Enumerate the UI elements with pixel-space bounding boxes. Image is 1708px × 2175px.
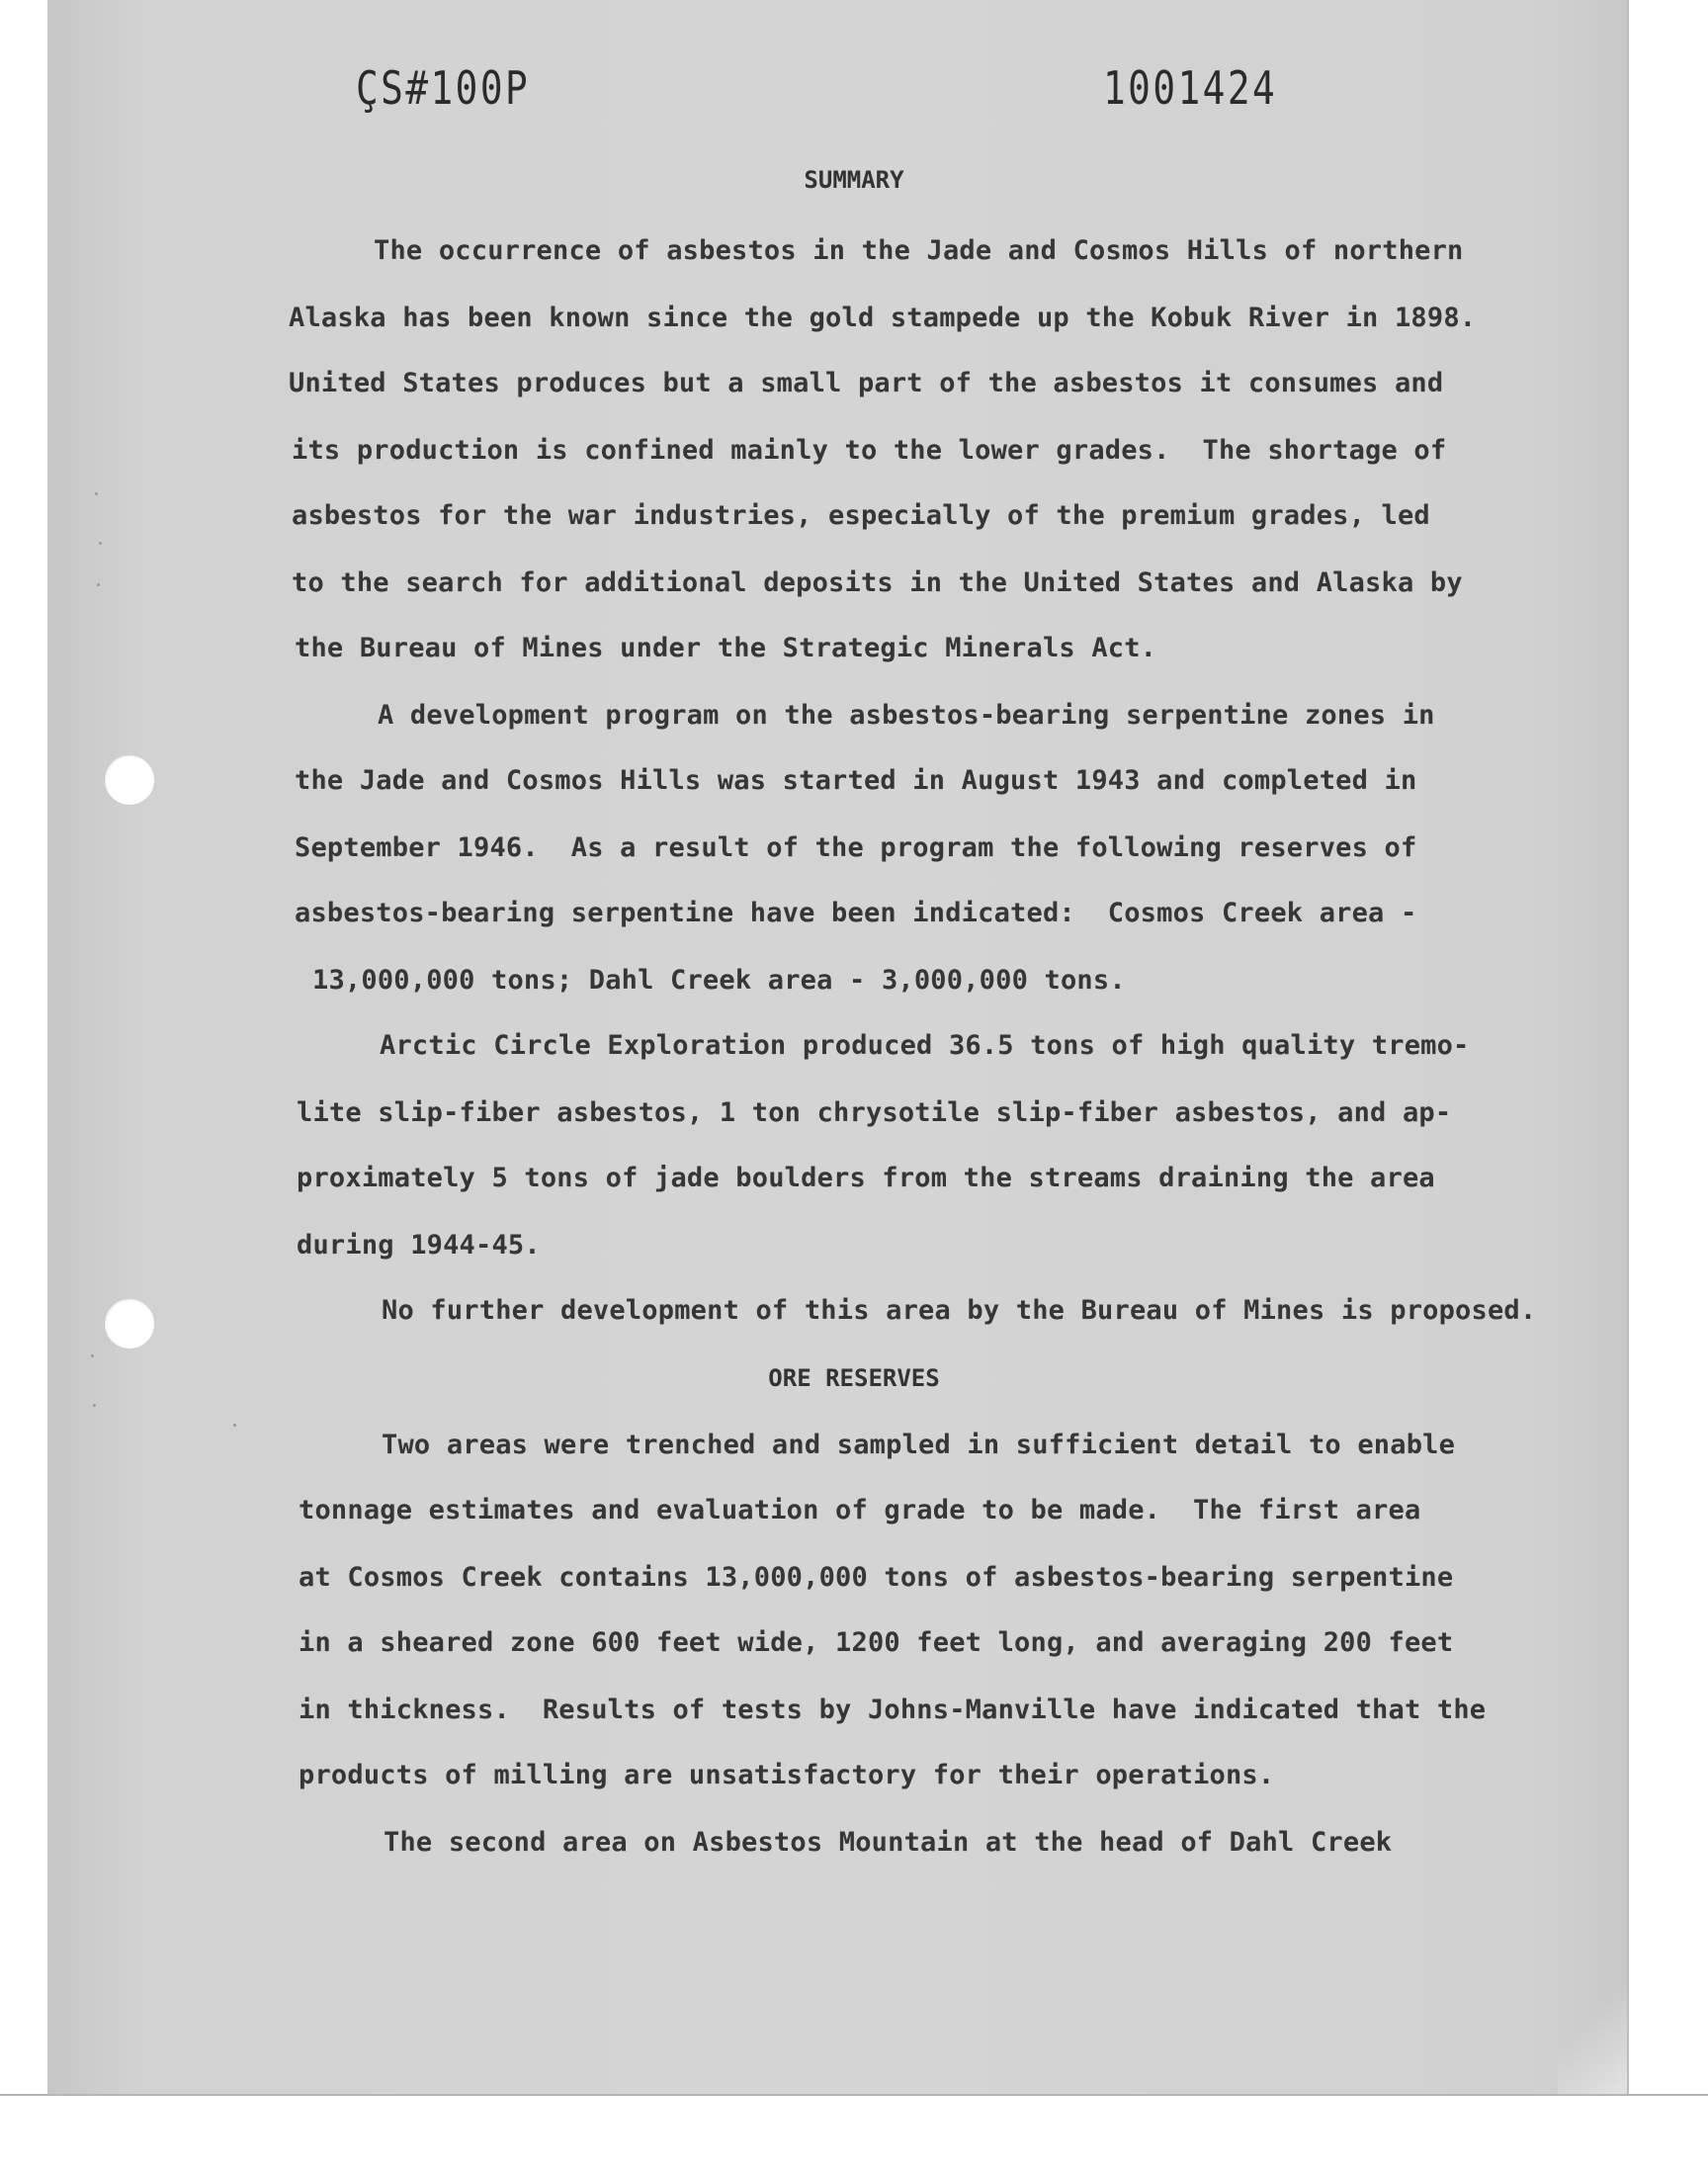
- punch-hole-top: [105, 755, 154, 805]
- text-line: asbestos-bearing serpentine have been indicated: Cosmos Creek area -: [295, 898, 1417, 928]
- section-heading-summary: SUMMARY: [804, 166, 904, 194]
- text-line: the Bureau of Mines under the Strategic Minerals Act.: [295, 633, 1157, 663]
- text-line: its production is confined mainly to the lower grades. The shortage of: [292, 435, 1447, 466]
- text-line: No further development of this area by the Bureau of Mines is proposed.: [382, 1295, 1537, 1326]
- page-speck: [91, 1354, 94, 1357]
- page-speck: [99, 542, 102, 545]
- text-line: the Jade and Cosmos Hills was started in August 1943 and completed in: [295, 765, 1417, 796]
- text-line: at Cosmos Creek contains 13,000,000 tons of asbestos-bearing serpentine: [299, 1562, 1454, 1593]
- text-line: in thickness. Results of tests by Johns-Manville have indicated that the: [299, 1695, 1487, 1725]
- document-stamp-number-left: ÇS#100P: [356, 61, 531, 115]
- text-line: Two areas were trenched and sampled in sufficient detail to enable: [382, 1430, 1456, 1460]
- page-speck: [97, 583, 100, 586]
- page-speck: [95, 492, 98, 495]
- text-line: 13,000,000 tons; Dahl Creek area - 3,000,000 tons.: [312, 965, 1126, 996]
- text-line: lite slip-fiber asbestos, 1 ton chrysotile slip-fiber asbestos, and ap-: [297, 1097, 1452, 1128]
- text-line: to the search for additional deposits in the United States and Alaska by: [292, 567, 1463, 598]
- page-corner-fold: [1558, 1975, 1627, 2094]
- text-line: Alaska has been known since the gold stampede up the Kobuk River in 1898.: [289, 303, 1477, 333]
- section-heading-ore-reserves: ORE RESERVES: [768, 1364, 940, 1392]
- page-bottom-edge: [0, 2094, 1708, 2096]
- text-line: in a sheared zone 600 feet wide, 1200 feet long, and averaging 200 feet: [299, 1627, 1454, 1658]
- document-stamp-number-right: 1001424: [1103, 61, 1278, 115]
- text-line: Arctic Circle Exploration produced 36.5 tons of high quality tremo-: [380, 1030, 1470, 1061]
- text-line: The second area on Asbestos Mountain at the head of Dahl Creek: [384, 1827, 1393, 1858]
- page-speck: [93, 1404, 96, 1407]
- text-line: products of milling are unsatisfactory for their operations.: [299, 1760, 1275, 1790]
- text-line: United States produces but a small part of the asbestos it consumes and: [289, 368, 1444, 398]
- text-line: A development program on the asbestos-bearing serpentine zones in: [378, 700, 1435, 731]
- text-line: The occurrence of asbestos in the Jade and Cosmos Hills of northern: [374, 235, 1464, 266]
- punch-hole-bottom: [105, 1299, 154, 1348]
- text-line: September 1946. As a result of the program the following reserves of: [295, 832, 1417, 863]
- page-speck: [233, 1424, 236, 1427]
- text-line: during 1944-45.: [297, 1230, 541, 1261]
- text-line: asbestos for the war industries, especially of the premium grades, led: [292, 500, 1430, 531]
- text-line: proximately 5 tons of jade boulders from the streams draining the area: [297, 1163, 1435, 1193]
- text-line: tonnage estimates and evaluation of grade to be made. The first area: [299, 1495, 1421, 1525]
